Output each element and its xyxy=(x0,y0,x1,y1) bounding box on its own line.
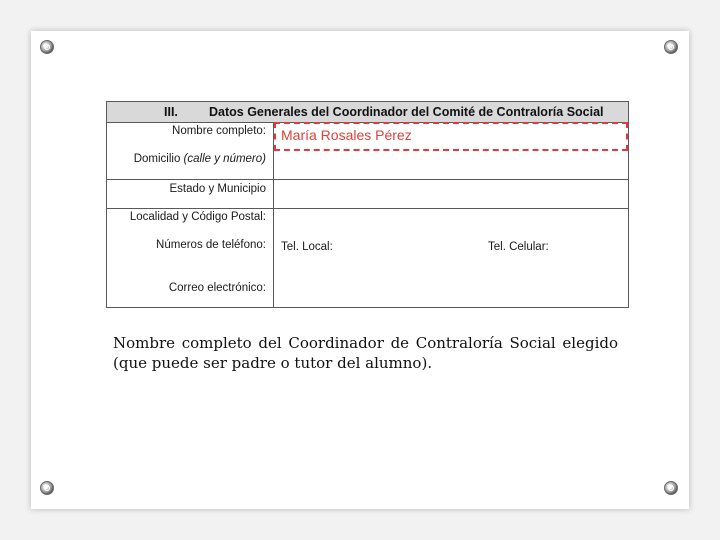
label-tel-celular: Tel. Celular: xyxy=(488,241,549,253)
pin-icon xyxy=(664,481,678,495)
row-divider xyxy=(107,208,628,209)
label-localidad: Localidad y Código Postal: xyxy=(129,211,266,223)
value-nombre: María Rosales Pérez xyxy=(281,127,412,143)
label-telefonos: Números de teléfono: xyxy=(156,239,266,251)
row-divider xyxy=(107,179,628,180)
label-tel-local: Tel. Local: xyxy=(281,241,333,253)
label-estado: Estado y Municipio xyxy=(169,183,266,195)
pin-icon xyxy=(664,40,678,54)
label-nombre: Nombre completo: xyxy=(172,125,266,137)
label-domicilio: Domicilio (calle y número) xyxy=(133,153,266,165)
label-domicilio-hint: (calle y número) xyxy=(183,153,266,165)
section-title: Datos Generales del Coordinador del Comité de Contraloría Social xyxy=(209,105,604,119)
label-correo: Correo electrónico: xyxy=(168,282,266,294)
form-section-header xyxy=(107,102,628,123)
name-highlight-box xyxy=(274,122,628,151)
pin-icon xyxy=(40,481,54,495)
pin-icon xyxy=(40,40,54,54)
section-number: III. xyxy=(164,105,178,119)
caption-text: Nombre completo del Coordinador de Contraloría Social elegido (que puede ser padre o tutor del alumno). xyxy=(113,334,618,372)
coordinator-form xyxy=(106,101,629,308)
